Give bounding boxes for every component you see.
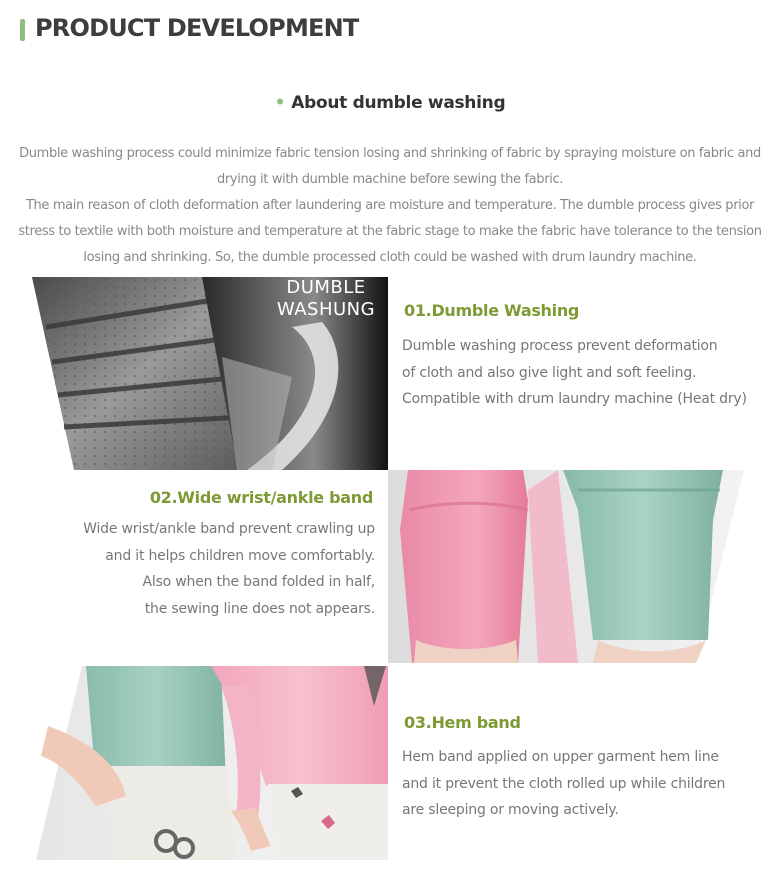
feature-desc-line: Hem band applied on upper garment hem line (402, 749, 719, 765)
intro-paragraph (18, 141, 762, 271)
dumble-image-label (266, 277, 386, 321)
feature-desc-line: Dumble washing process prevent deformation (402, 338, 718, 354)
dumble-label-line: DUMBLE (286, 277, 366, 298)
feature-desc-hem-band (402, 744, 725, 824)
intro-line: The main reason of cloth deformation after laundering are moisture and temperature. The dumble process gives prior (25, 198, 755, 213)
intro-line: drying it with dumble machine before sewing the fabric. (216, 172, 564, 187)
feature-desc-line: of cloth and also give light and soft feeling. (402, 364, 697, 381)
feature-title-wrist-band: 02.Wide wrist/ankle band (149, 488, 373, 507)
feature-title-dumble: 01.Dumble Washing (404, 301, 580, 320)
bullet-icon: • (274, 93, 286, 113)
section-heading (0, 93, 780, 113)
feature-desc-line: Wide wrist/ankle band prevent crawling up (83, 521, 375, 537)
feature-desc-wrist-band (83, 516, 375, 622)
page-title: PRODUCT DEVELOPMENT (35, 14, 359, 42)
feature-title-hem-band: 03.Hem band (404, 713, 521, 732)
section-heading-text: About dumble washing (291, 93, 506, 113)
feature-desc-line: Also when the band folded in half, (142, 574, 375, 590)
feature-desc-dumble (402, 333, 747, 413)
feature-desc-line: and it helps children move comfortably. (105, 547, 375, 564)
dumble-label-line: WASHUNG (276, 299, 376, 320)
wrist-band-image (388, 470, 744, 663)
title-accent-bar (20, 19, 25, 41)
intro-line: losing and shrinking. So, the dumble processed cloth could be washed with drum laundry machine. (83, 250, 697, 265)
feature-desc-line: Compatible with drum laundry machine (Heat dry) (402, 391, 747, 407)
intro-line: Dumble washing process could minimize fabric tension losing and shrinking of fabric by spraying moisture on fabric and (19, 146, 761, 161)
feature-desc-line: the sewing line does not appears. (144, 600, 375, 617)
feature-desc-line: are sleeping or moving actively. (402, 802, 619, 818)
feature-desc-line: and it prevent the cloth rolled up while children (402, 775, 726, 792)
hem-band-image (36, 666, 388, 860)
intro-line: stress to textile with both moisture and temperature at the fabric stage to make the fabric have tolerance to the tension (18, 224, 762, 239)
